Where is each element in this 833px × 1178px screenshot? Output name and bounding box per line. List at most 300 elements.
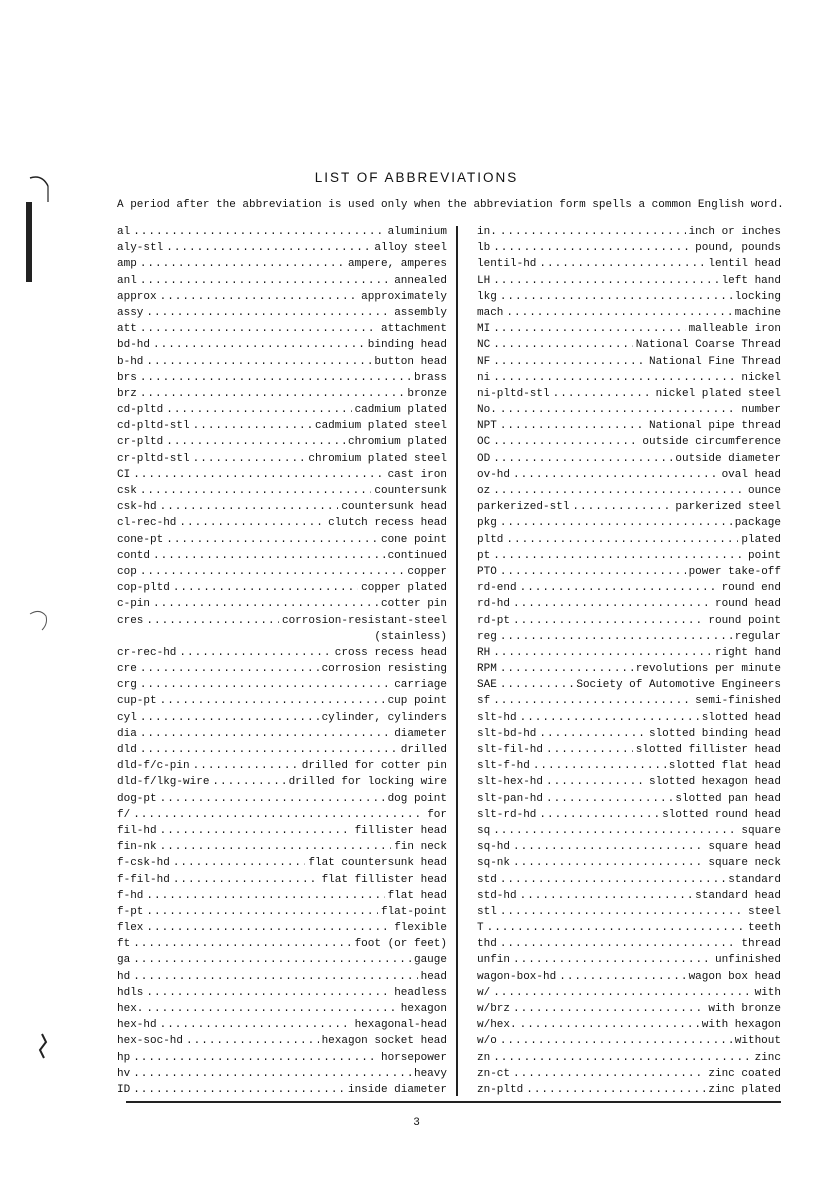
- abbreviation-meaning: head: [420, 970, 447, 983]
- abbreviation-meaning: aluminium: [387, 226, 447, 238]
- dot-leader: [140, 273, 391, 289]
- abbreviation-meaning: attachment: [380, 323, 447, 336]
- abbreviation-row: [477, 758, 781, 774]
- dot-leader: [146, 305, 391, 321]
- abbreviation-row: [477, 920, 781, 936]
- abbreviation-meaning: (stainless): [374, 630, 447, 643]
- abbreviation-row: [477, 580, 781, 596]
- dot-leader: [500, 936, 739, 952]
- abbreviation-row: [117, 289, 447, 305]
- dot-leader: [173, 872, 319, 888]
- column-divider: [456, 226, 458, 1096]
- abbreviation-row: [117, 402, 447, 418]
- abbreviation-list-right: [477, 224, 781, 1098]
- dot-leader: [520, 710, 699, 726]
- abbreviation-meaning: drilled for locking wire: [288, 776, 447, 789]
- abbreviation-meaning: drilled for cotter pin: [301, 760, 447, 773]
- dot-leader: [186, 1033, 319, 1049]
- dot-leader: [173, 580, 358, 596]
- abbreviation-row: [477, 305, 781, 321]
- dot-leader: [513, 855, 705, 871]
- abbreviation-row: [117, 839, 447, 855]
- abbreviation-meaning: annealed: [394, 274, 447, 287]
- abbreviation-meaning: hexagon socket head: [321, 1035, 447, 1048]
- dot-leader: [539, 807, 659, 823]
- dot-leader: [166, 434, 345, 450]
- abbreviation-meaning: inch or inches: [688, 226, 781, 238]
- abbreviation-meaning: outside diameter: [675, 452, 781, 465]
- abbreviation-row: [117, 467, 447, 483]
- dot-leader: [140, 742, 398, 758]
- abbreviation-row: [477, 515, 781, 531]
- abbreviation-row: [477, 289, 781, 305]
- abbreviation-term: f-csk-hd: [117, 857, 170, 870]
- abbreviation-term: zn: [477, 1051, 491, 1064]
- dot-leader: [559, 969, 685, 985]
- abbreviation-meaning: ounce: [747, 485, 781, 497]
- abbreviation-row: [117, 564, 447, 580]
- abbreviation-meaning: foot (or feet): [354, 938, 447, 951]
- dot-leader: [500, 1033, 732, 1049]
- abbreviation-meaning: plated: [741, 533, 781, 546]
- abbreviation-row: [477, 742, 781, 758]
- dot-leader: [493, 823, 738, 839]
- abbreviation-term: NPT: [477, 420, 497, 433]
- abbreviation-row: [477, 872, 781, 888]
- dot-leader: [133, 952, 411, 968]
- dot-leader: [500, 515, 732, 531]
- dot-leader: [133, 1082, 345, 1098]
- dot-leader: [133, 969, 417, 985]
- abbreviation-row: [117, 305, 447, 321]
- dot-leader: [493, 337, 633, 353]
- abbreviation-term: T: [477, 922, 484, 935]
- abbreviation-row: [477, 240, 781, 256]
- dot-leader: [546, 774, 646, 790]
- dot-leader: [160, 839, 392, 855]
- abbreviation-meaning: semi-finished: [695, 695, 781, 708]
- abbreviation-row: [477, 1050, 781, 1066]
- abbreviation-term: sq-nk: [477, 857, 511, 870]
- abbreviation-meaning: carriage: [394, 679, 447, 692]
- abbreviation-row: [117, 629, 447, 645]
- dot-leader: [493, 370, 738, 386]
- dot-leader: [539, 256, 705, 272]
- abbreviation-row: [477, 952, 781, 968]
- abbreviation-row: [117, 548, 447, 564]
- abbreviation-term: brs: [117, 371, 137, 384]
- abbreviation-term: pkg: [477, 517, 497, 530]
- abbreviation-row: [477, 370, 781, 386]
- abbreviation-term: rd-hd: [477, 598, 511, 611]
- abbreviation-meaning: point: [747, 549, 781, 562]
- abbreviation-meaning: zinc coated: [708, 1067, 781, 1080]
- abbreviation-meaning: cadmium plated steel: [314, 420, 447, 433]
- abbreviation-term: cr-pltd-stl: [117, 452, 190, 465]
- dot-leader: [493, 985, 751, 1001]
- dot-leader: [493, 645, 712, 661]
- abbreviation-term: w/o: [477, 1035, 497, 1048]
- abbreviation-row: [477, 1082, 781, 1098]
- abbreviation-meaning: button head: [374, 355, 447, 368]
- abbreviation-term: RH: [477, 646, 491, 659]
- dot-leader: [179, 645, 331, 661]
- abbreviation-meaning: cup point: [387, 695, 447, 708]
- dot-leader: [153, 337, 365, 353]
- abbreviation-meaning: heavy: [413, 1067, 447, 1080]
- abbreviation-meaning: package: [734, 517, 781, 530]
- dot-leader: [153, 596, 378, 612]
- dot-leader: [146, 888, 384, 904]
- abbreviation-row: [117, 1050, 447, 1066]
- dot-leader: [140, 483, 372, 499]
- abbreviation-meaning: fillister head: [354, 824, 447, 837]
- abbreviation-term: OC: [477, 436, 491, 449]
- abbreviation-meaning: lentil head: [708, 258, 781, 271]
- abbreviation-row: [477, 434, 781, 450]
- abbreviation-meaning: continued: [387, 549, 447, 562]
- abbreviation-row: [477, 224, 781, 240]
- abbreviation-meaning: slotted flat head: [668, 760, 781, 773]
- abbreviation-term: w/: [477, 986, 491, 999]
- abbreviation-meaning: left hand: [721, 274, 781, 287]
- abbreviation-meaning: slotted binding head: [648, 727, 781, 740]
- dot-leader: [500, 661, 633, 677]
- abbreviation-term: std: [477, 873, 497, 886]
- dot-leader: [500, 289, 732, 305]
- dot-leader: [133, 1066, 411, 1082]
- abbreviation-term: ID: [117, 1083, 131, 1096]
- dot-leader: [179, 515, 325, 531]
- abbreviation-term: parkerized-stl: [477, 501, 570, 514]
- abbreviation-term: pltd: [477, 533, 504, 546]
- abbreviation-row: [477, 613, 781, 629]
- abbreviation-term: assy: [117, 306, 144, 319]
- abbreviation-row: [117, 1017, 447, 1033]
- abbreviation-row: [117, 532, 447, 548]
- dot-leader: [146, 904, 378, 920]
- scan-mark-top: [26, 172, 56, 282]
- abbreviation-term: ov-hd: [477, 468, 511, 481]
- abbreviation-meaning: nickel: [741, 371, 781, 384]
- dot-leader: [193, 451, 306, 467]
- dot-leader: [500, 872, 725, 888]
- dot-leader: [572, 499, 672, 515]
- dot-leader: [160, 499, 339, 515]
- abbreviation-meaning: corrosion resisting: [321, 663, 447, 676]
- abbreviation-term: dia: [117, 727, 137, 740]
- abbreviation-term: MI: [477, 323, 491, 336]
- dot-leader: [160, 823, 352, 839]
- abbreviation-meaning: clutch recess head: [328, 517, 447, 530]
- abbreviation-term: dld-f/lkg-wire: [117, 776, 210, 789]
- dot-leader: [160, 1017, 352, 1033]
- abbreviation-meaning: zinc: [754, 1051, 781, 1064]
- abbreviation-meaning: dog point: [387, 792, 447, 805]
- abbreviation-term: pt: [477, 549, 491, 562]
- abbreviation-meaning: ampere, amperes: [347, 258, 447, 271]
- dot-leader: [146, 1001, 397, 1017]
- dot-leader: [500, 564, 686, 580]
- dot-leader: [487, 920, 745, 936]
- abbreviation-term: LH: [477, 274, 491, 287]
- abbreviation-term: zn-ct: [477, 1067, 511, 1080]
- abbreviation-term: stl: [477, 905, 497, 918]
- abbreviation-term: sq: [477, 824, 491, 837]
- abbreviation-meaning: chromium plated: [347, 436, 447, 449]
- abbreviation-term: ni-pltd-stl: [477, 387, 550, 400]
- abbreviation-meaning: slotted round head: [662, 808, 781, 821]
- dot-leader: [546, 791, 672, 807]
- abbreviation-term: f-pt: [117, 905, 144, 918]
- abbreviation-row: [477, 402, 781, 418]
- abbreviation-row: [117, 791, 447, 807]
- abbreviation-row: [117, 321, 447, 337]
- dot-leader: [500, 904, 745, 920]
- dot-leader: [493, 548, 745, 564]
- abbreviation-row: [117, 952, 447, 968]
- dot-leader: [133, 807, 424, 823]
- abbreviation-row: [477, 596, 781, 612]
- abbreviation-meaning: zinc plated: [708, 1083, 781, 1096]
- abbreviation-row: [117, 515, 447, 531]
- abbreviation-term: fil-hd: [117, 824, 157, 837]
- abbreviation-term: crg: [117, 679, 137, 692]
- dot-leader: [500, 629, 732, 645]
- dot-leader: [493, 273, 718, 289]
- abbreviation-row: [117, 888, 447, 904]
- abbreviation-meaning: locking: [734, 290, 781, 303]
- dot-leader: [133, 936, 351, 952]
- dot-leader: [513, 467, 719, 483]
- abbreviation-meaning: power take-off: [688, 565, 781, 578]
- abbreviation-row: [117, 483, 447, 499]
- dot-leader: [193, 758, 299, 774]
- dot-leader: [133, 1050, 378, 1066]
- abbreviation-row: [117, 904, 447, 920]
- abbreviation-row: [477, 564, 781, 580]
- dot-leader: [166, 532, 378, 548]
- abbreviation-term: f-hd: [117, 889, 144, 902]
- abbreviation-row: [117, 823, 447, 839]
- abbreviation-meaning: flat head: [387, 889, 447, 902]
- abbreviation-term: slt-pan-hd: [477, 792, 544, 805]
- dot-leader: [133, 224, 384, 240]
- abbreviation-row: [117, 758, 447, 774]
- dot-leader: [193, 418, 312, 434]
- abbreviation-term: RPM: [477, 663, 497, 676]
- abbreviation-row: [117, 855, 447, 871]
- abbreviation-row: [477, 548, 781, 564]
- abbreviation-meaning: countersunk head: [341, 501, 447, 514]
- abbreviation-row: [477, 1001, 781, 1017]
- abbreviation-term: amp: [117, 258, 137, 271]
- abbreviation-term: cone-pt: [117, 533, 164, 546]
- abbreviation-row: [117, 985, 447, 1001]
- scan-mark-bottom: [34, 1030, 54, 1064]
- abbreviation-term: cop: [117, 565, 137, 578]
- abbreviation-term: unfin: [477, 954, 511, 967]
- abbreviation-term: fin-nk: [117, 841, 157, 854]
- abbreviation-meaning: nickel plated steel: [655, 387, 781, 400]
- abbreviation-term: hex-soc-hd: [117, 1035, 184, 1048]
- abbreviation-meaning: flat countersunk head: [308, 857, 447, 870]
- abbreviation-meaning: with hexagon: [701, 1019, 781, 1032]
- abbreviation-row: [477, 904, 781, 920]
- abbreviation-row: [477, 823, 781, 839]
- abbreviation-meaning: slotted hexagon head: [648, 776, 781, 789]
- abbreviation-term: f-fil-hd: [117, 873, 170, 886]
- abbreviation-meaning: approximately: [361, 290, 447, 303]
- abbreviation-term: csk-hd: [117, 501, 157, 514]
- abbreviation-meaning: binding head: [367, 339, 447, 352]
- abbreviation-meaning: standard: [728, 873, 781, 886]
- abbreviation-row: [117, 596, 447, 612]
- abbreviation-row: [477, 726, 781, 742]
- abbreviation-meaning: assembly: [394, 306, 447, 319]
- abbreviation-meaning: flat-point: [380, 905, 447, 918]
- dot-leader: [500, 224, 686, 240]
- abbreviation-row: [117, 726, 447, 742]
- abbreviation-term: No.: [477, 404, 497, 417]
- abbreviation-meaning: round end: [721, 582, 781, 595]
- abbreviation-meaning: flat fillister head: [321, 873, 447, 886]
- abbreviation-row: [117, 661, 447, 677]
- abbreviation-meaning: cadmium plated: [354, 404, 447, 417]
- abbreviation-term: slt-rd-hd: [477, 808, 537, 821]
- abbreviation-term: csk: [117, 485, 137, 497]
- abbreviation-row: [477, 532, 781, 548]
- abbreviation-term: cr-pltd: [117, 436, 164, 449]
- abbreviation-row: [477, 499, 781, 515]
- abbreviation-term: f/: [117, 808, 131, 821]
- abbreviation-meaning: right hand: [714, 646, 781, 659]
- abbreviation-term: lentil-hd: [477, 258, 537, 271]
- abbreviation-row: [117, 807, 447, 823]
- abbreviation-list-left: [117, 224, 447, 1098]
- abbreviation-term: bd-hd: [117, 339, 151, 352]
- abbreviation-meaning: round point: [708, 614, 781, 627]
- dot-leader: [160, 791, 385, 807]
- abbreviation-meaning: regular: [734, 630, 781, 643]
- abbreviation-meaning: wagon box head: [688, 970, 781, 983]
- dot-leader: [153, 548, 385, 564]
- abbreviation-term: cd-pltd: [117, 404, 164, 417]
- abbreviation-meaning: with bronze: [708, 1003, 781, 1015]
- abbreviation-term: cop-pltd: [117, 582, 170, 595]
- abbreviation-meaning: hexagonal-head: [354, 1019, 447, 1032]
- abbreviation-meaning: slotted fillister head: [635, 744, 781, 756]
- abbreviation-meaning: chromium plated steel: [308, 452, 447, 465]
- abbreviation-term: hp: [117, 1051, 131, 1064]
- dot-leader: [212, 774, 285, 790]
- abbreviation-meaning: cone point: [380, 533, 447, 546]
- dot-leader: [173, 855, 306, 871]
- abbreviation-row: [477, 888, 781, 904]
- abbreviation-row: [477, 386, 781, 402]
- abbreviation-term: dld: [117, 744, 137, 756]
- abbreviation-term: flex: [117, 922, 144, 935]
- abbreviation-meaning: pound, pounds: [695, 242, 781, 255]
- dot-leader: [493, 693, 692, 709]
- abbreviation-row: [477, 693, 781, 709]
- bottom-rule: [126, 1101, 781, 1103]
- abbreviation-row: [117, 224, 447, 240]
- abbreviation-term: CI: [117, 468, 131, 481]
- abbreviation-term: cr-rec-hd: [117, 646, 177, 659]
- dot-leader: [513, 596, 712, 612]
- abbreviation-meaning: hexagon: [400, 1003, 447, 1015]
- abbreviation-term: sq-hd: [477, 841, 511, 854]
- abbreviation-row: [117, 645, 447, 661]
- dot-leader: [506, 305, 731, 321]
- abbreviation-term: oz: [477, 485, 491, 497]
- abbreviation-term: PTO: [477, 565, 497, 578]
- abbreviation-row: [117, 1066, 447, 1082]
- abbreviation-meaning: unfinished: [714, 954, 781, 967]
- dot-leader: [493, 434, 639, 450]
- abbreviation-meaning: headless: [394, 986, 447, 999]
- abbreviation-meaning: cast iron: [387, 468, 447, 481]
- abbreviation-meaning: slotted pan head: [675, 792, 781, 805]
- abbreviation-row: [477, 354, 781, 370]
- abbreviation-term: att: [117, 323, 137, 336]
- abbreviation-meaning: bronze: [407, 387, 447, 400]
- abbreviation-meaning: brass: [413, 371, 447, 384]
- abbreviation-row: [477, 273, 781, 289]
- dot-leader: [146, 920, 391, 936]
- abbreviation-meaning: slotted head: [701, 711, 781, 724]
- abbreviation-row: [117, 936, 447, 952]
- abbreviation-term: ga: [117, 954, 131, 967]
- dot-leader: [513, 839, 705, 855]
- dot-leader: [140, 710, 319, 726]
- dot-leader: [513, 1066, 705, 1082]
- dot-leader: [493, 321, 685, 337]
- dot-leader: [166, 240, 371, 256]
- dot-leader: [166, 402, 351, 418]
- abbreviation-term: cres: [117, 614, 144, 627]
- abbreviation-term: lb: [477, 242, 491, 255]
- page-number: 3: [413, 1117, 420, 1129]
- dot-leader: [140, 386, 405, 402]
- abbreviation-row: [477, 677, 781, 693]
- dot-leader: [520, 1017, 699, 1033]
- abbreviation-row: [477, 1066, 781, 1082]
- abbreviation-row: [477, 337, 781, 353]
- dot-leader: [140, 677, 391, 693]
- abbreviation-term: thd: [477, 938, 497, 951]
- abbreviation-term: NC: [477, 339, 491, 352]
- abbreviation-row: [117, 710, 447, 726]
- abbreviation-meaning: square: [741, 824, 781, 837]
- abbreviation-row: [477, 807, 781, 823]
- dot-leader: [160, 289, 359, 305]
- abbreviation-meaning: oval head: [721, 468, 781, 481]
- abbreviation-term: cl-rec-hd: [117, 517, 177, 530]
- abbreviation-row: [117, 240, 447, 256]
- abbreviation-meaning: square head: [708, 841, 781, 854]
- abbreviation-term: approx: [117, 290, 157, 303]
- abbreviation-row: [117, 613, 447, 629]
- abbreviation-term: hv: [117, 1067, 131, 1080]
- abbreviation-term: rd-end: [477, 582, 517, 595]
- abbreviation-term: hex-hd: [117, 1019, 157, 1032]
- abbreviation-row: [117, 872, 447, 888]
- dot-leader: [493, 240, 692, 256]
- abbreviation-meaning: horsepower: [380, 1051, 447, 1064]
- dot-leader: [500, 418, 646, 434]
